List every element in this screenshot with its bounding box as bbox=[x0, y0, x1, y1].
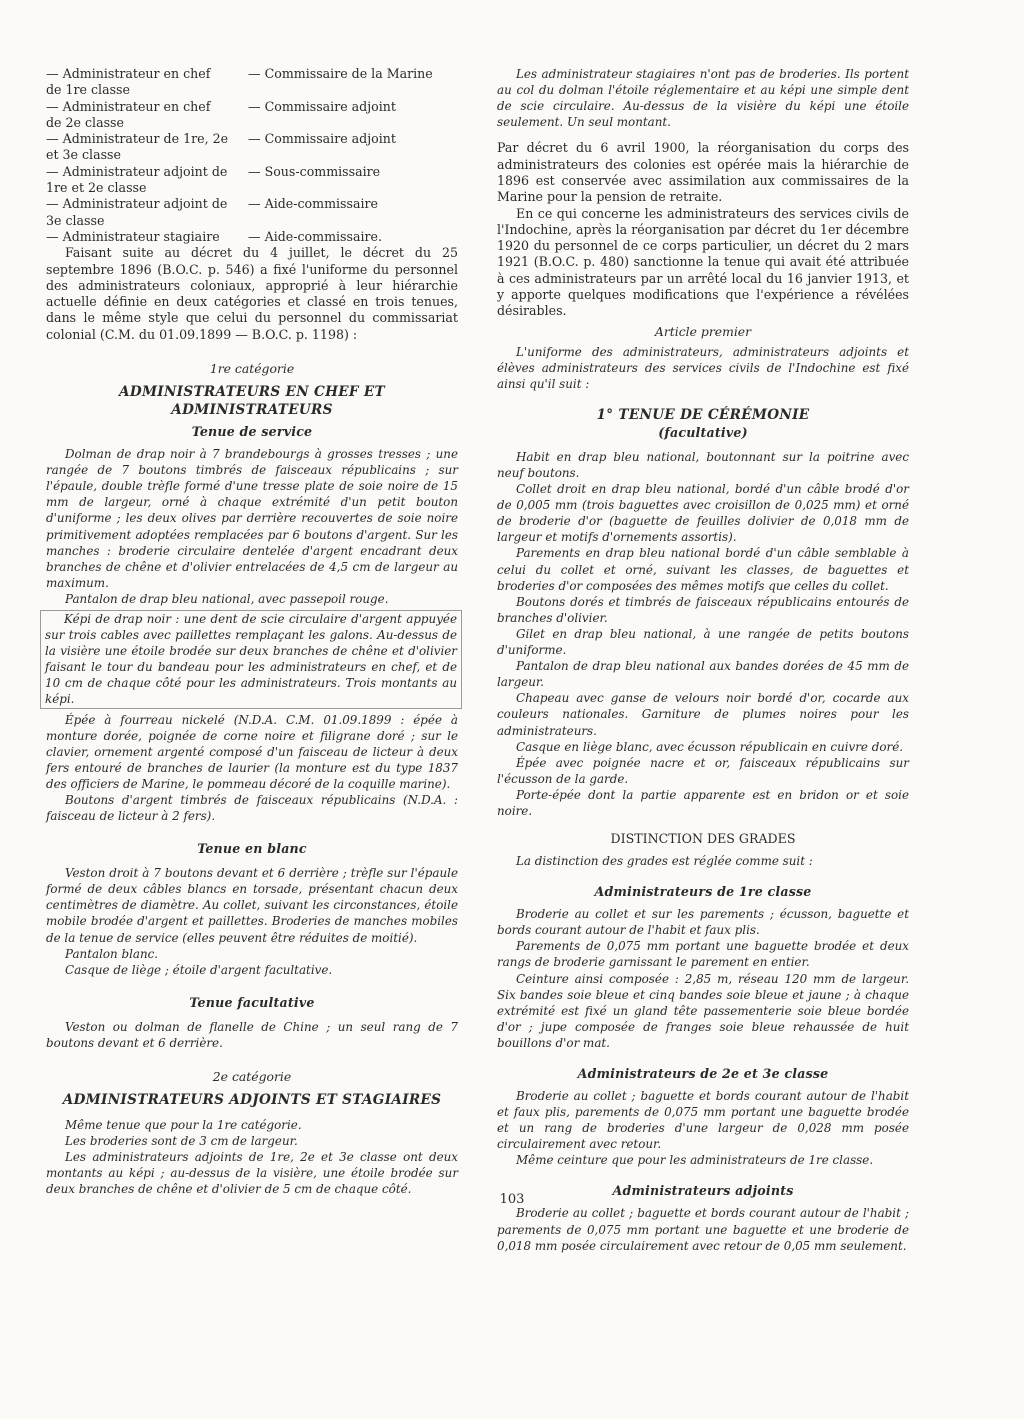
right-column bbox=[497, 66, 909, 1254]
section-title: 1° TENUE DE CÉRÉMONIE bbox=[596, 406, 810, 423]
paragraph: Pantalon de drap bleu national, avec passepoil rouge. bbox=[65, 591, 389, 606]
intro-paragraph: Faisant suite au décret du 4 juillet, le décret du 25 septembre 1896 (B.O.C. p. 546) a fixé l'uniforme du personnel des administrateurs coloniaux, approprié à leur hiérarchie actuelle définie en deux catégories et classé en trois tenues, dans le même style que celui du personnel du commissariat colonial (C.M. du 01.09.1899 — B.O.C. p. 1198) : bbox=[46, 245, 458, 342]
equivalence-row: 3e classe bbox=[46, 212, 105, 228]
list-item: Parements en drap bleu national bordé d'un câble semblable à celui du collet et orné, suivant les classes, de baguettes et broderies d'or composées des mêmes motifs que celles du collet. bbox=[497, 546, 909, 593]
list-item: Ceinture ainsi composée : 2,85 m, réseau 120 mm de largeur. Six bandes soie bleue et cinq bandes soie bleue et jaune ; à chaque extrémité est fixé un gland tête passementerie soie bleue bordée d'or ; jupe composée de franges soie bleue rehaussée de huit bouillons d'or mat. bbox=[497, 971, 909, 1050]
list-item: Même ceinture que pour les administrateurs de 1re classe. bbox=[516, 1153, 874, 1168]
list-item: Gilet en drap bleu national, à une rangée de petits boutons d'uniforme. bbox=[497, 626, 909, 658]
subsection-title: Administrateurs adjoints bbox=[612, 1183, 794, 1199]
subsection-title: Tenue en blanc bbox=[197, 841, 307, 857]
paragraph: Pantalon blanc. bbox=[65, 946, 159, 961]
list-item: Collet droit en drap bleu national, bordé d'un câble brodé d'or de 0,005 mm (trois baguettes avec croisillon de 0,025 mm) et orné de broderie d'or (baguette de feuilles dolivier de 0,018 mm de largeur et motifs d'ornements assortis). bbox=[497, 482, 909, 545]
equivalence-row: — Administrateur adjoint de — Sous-commissaire bbox=[46, 163, 381, 179]
list-item: Boutons dorés et timbrés de faisceaux républicains entourés de branches d'olivier. bbox=[497, 594, 909, 625]
list-item: Épée avec poignée nacre et or, faisceaux républicains sur l'écusson de la garde. bbox=[497, 755, 909, 786]
paragraph: Casque de liège ; étoile d'argent facultative. bbox=[65, 962, 333, 977]
subsection-title: Tenue facultative bbox=[189, 994, 315, 1010]
left-column bbox=[46, 66, 458, 1198]
paragraph: Les broderies sont de 3 cm de largeur. bbox=[65, 1134, 298, 1149]
section-subtitle: (facultative) bbox=[658, 424, 748, 440]
paragraph: Képi de drap noir : une dent de scie circulaire d'argent appuyée sur trois cables avec paillettes remplaçant les galons. Au-dessus de la visière une étoile brodée sur deux branches de chêne et d'olivier faisant le tour du bandeau pour les administrateurs en chef, et de 10 cm de chaque côté pour les administrateurs. Trois montants au képi. bbox=[45, 611, 457, 707]
equivalence-row: — Administrateur en chef — Commissaire adjoint bbox=[46, 98, 396, 114]
list-item: Chapeau avec ganse de velours noir bordé d'or, cocarde aux couleurs nationales. Garniture de plumes noires pour les administrateurs. bbox=[497, 691, 909, 738]
category-label: 1re catégorie bbox=[209, 361, 295, 377]
paragraph: Même tenue que pour la 1re catégorie. bbox=[65, 1118, 302, 1133]
kepi-framed-paragraph bbox=[40, 610, 462, 709]
paragraph: Veston ou dolman de flanelle de Chine ; un seul rang de 7 boutons devant et 6 derrière. bbox=[46, 1019, 458, 1050]
paragraph: Veston droit à 7 boutons devant et 6 derrière ; trèfle sur l'épaule formé de deux câbles blancs en torsade, présentant chacun deux centimètres de diamètre. Au collet, suivant les circonstances, étoile mobile brodée d'argent et paillettes. Broderies de manches mobiles de la tenue de service (elles peuvent être réduites de moitié). bbox=[46, 866, 458, 945]
paragraph: L'uniforme des administrateurs, administrateurs adjoints et élèves administrateurs des services civils de l'Indochine est fixé ainsi qu'il suit : bbox=[497, 344, 909, 391]
section-title: ADMINISTRATEURS EN CHEF ET ADMINISTRATEURS bbox=[119, 384, 385, 419]
list-item: Broderie au collet ; baguette et bords courant autour de l'habit et faux plis, parements de 0,075 mm portant une baguette brodée et un rang de broderies d'une largeur de 0,028 mm posée circulairement avec retour. bbox=[497, 1089, 909, 1152]
paragraph: Les administrateurs adjoints de 1re, 2e et 3e classe ont deux montants au képi ; au-dessus de la visière, une étoile brodée sur deux branches de chêne et d'olivier de 5 cm de chaque côté. bbox=[46, 1150, 458, 1197]
paragraph: Boutons d'argent timbrés de faisceaux républicains (N.D.A. : faisceau de licteur à 2 fers). bbox=[46, 793, 458, 824]
paragraph: Par décret du 6 avril 1900, la réorganisation du corps des administrateurs des colonies est opérée mais la hiérarchie de 1896 est conservée avec assimilation aux commissaires de la Marine pour la pension de retraite. bbox=[497, 140, 909, 205]
grade-equivalence-list bbox=[46, 66, 458, 245]
paragraph: En ce qui concerne les administrateurs des services civils de l'Indochine, après la réorganisation par décret du 1er décembre 1920 du personnel de ce corps particulier, un décret du 2 mars 1921 (B.O.C. p. 480) sanctionne la tenue qui avait été attribuée à ces administrateurs par un arrêté local du 16 janvier 1913, et y apporte quelques modifications que l'expérience a révélées désirables. bbox=[497, 205, 909, 319]
paragraph: Épée à fourreau nickelé (N.D.A. C.M. 01.09.1899 : épée à monture dorée, poignée de corne noire et filigrane doré ; sur le clavier, ornement argenté composé d'un faisceau de licteur à deux fers entouré de branches de laurier (la monture est du type 1837 des officiers de Marine, le pommeau décoré de la coquille marine). bbox=[46, 712, 458, 791]
list-item: Habit en drap bleu national, boutonnant sur la poitrine avec neuf boutons. bbox=[497, 449, 909, 481]
equivalence-row: — Administrateur en chef — Commissaire de la Marine bbox=[46, 66, 433, 81]
article-title: Article premier bbox=[654, 323, 752, 339]
paragraph: Broderie au collet ; baguette et bords courant autour de l'habit ; parements de 0,075 mm portant une baguette et une broderie de 0,018 mm posée circulairement avec retour de 0,05 mm seulement. bbox=[497, 1206, 909, 1253]
list-item: Casque en liège blanc, avec écusson républicain en cuivre doré. bbox=[516, 739, 904, 754]
list-item: Broderie au collet et sur les parements ; écusson, baguette et bords courant autour de l'habit et faux plis. bbox=[497, 907, 909, 938]
section-title: ADMINISTRATEURS ADJOINTS ET STAGIAIRES bbox=[62, 1092, 442, 1109]
equivalence-row: 1re et 2e classe bbox=[46, 180, 147, 196]
section-title: DISTINCTION DES GRADES bbox=[610, 831, 796, 847]
equivalence-row: de 1re classe bbox=[46, 82, 130, 98]
paragraph: La distinction des grades est réglée comme suit : bbox=[516, 854, 813, 869]
equivalence-row: et 3e classe bbox=[46, 147, 121, 163]
equivalence-row: de 2e classe bbox=[46, 114, 124, 130]
list-item: Parements de 0,075 mm portant une baguette brodée et deux rangs de broderie garnissant le parement en entier. bbox=[497, 939, 909, 970]
subsection-title: Administrateurs de 2e et 3e classe bbox=[577, 1066, 829, 1082]
page-number: 103 bbox=[499, 1192, 525, 1207]
equivalence-row: — Administrateur adjoint de — Aide-commissaire bbox=[46, 196, 378, 212]
equivalence-row: — Administrateur de 1re, 2e — Commissaire adjoint bbox=[46, 131, 396, 147]
category-label: 2e catégorie bbox=[212, 1069, 292, 1085]
subsection-title: Tenue de service bbox=[191, 424, 313, 440]
list-item: Porte-épée dont la partie apparente est en bridon or et soie noire. bbox=[497, 787, 909, 818]
equivalence-row: — Administrateur stagiaire — Aide-commissaire. bbox=[46, 228, 382, 244]
paragraph: Dolman de drap noir à 7 brandebourgs à grosses tresses ; une rangée de 7 boutons timbrés de faisceaux républicains ; sur l'épaule, double trèfle formé d'une tresse plate de soie noire de 15 mm de largeur, orné à chaque extrémité d'un petit bouton d'uniforme ; les deux olives par derrière recouvertes de soie noire primitivement adoptées remplacées par 6 boutons d'argent. Sur les manches : broderie circulaire dentelée d'argent encadrant deux branches de chêne et d'olivier entrelacées de 4,5 cm de largeur au maximum. bbox=[46, 447, 458, 590]
subsection-title: Administrateurs de 1re classe bbox=[594, 884, 812, 900]
list-item: Pantalon de drap bleu national aux bandes dorées de 45 mm de largeur. bbox=[497, 659, 909, 690]
stagiaires-note: Les administrateur stagiaires n'ont pas de broderies. Ils portent au col du dolman l'étoile réglementaire et au képi une simple dent de scie circulaire. Au-dessus de la visière du képi une étoile seulement. Un seul montant. bbox=[497, 67, 909, 130]
